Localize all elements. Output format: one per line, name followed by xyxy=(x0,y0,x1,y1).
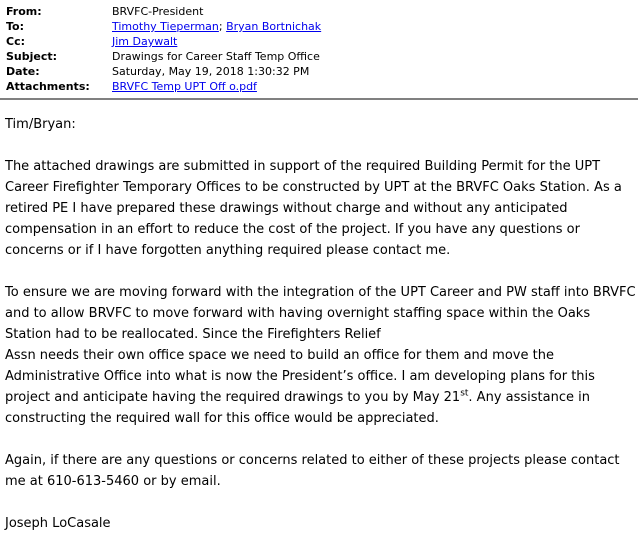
cc-row xyxy=(6,34,634,49)
email-header xyxy=(6,4,634,94)
header-divider xyxy=(0,98,638,100)
from-label: From: xyxy=(6,5,42,18)
to-label: To: xyxy=(6,20,24,33)
attachments-label: Attachments: xyxy=(6,80,90,93)
subject-value: Drawings for Career Staff Temp Office xyxy=(112,50,320,63)
recipient-link-timothy-tieperman[interactable]: Timothy Tieperman xyxy=(112,20,219,33)
cc-value xyxy=(112,34,177,49)
subject-label: Subject: xyxy=(6,50,58,63)
from-value: BRVFC-President xyxy=(112,5,204,18)
signature: Joseph LoCasale xyxy=(5,516,111,531)
body-paragraph-3: Again, if there are any questions or concerns related to either of these projects please contact me at 610-613-5460 or by email. xyxy=(5,453,620,489)
date-label: Date: xyxy=(6,65,40,78)
greeting: Tim/Bryan: xyxy=(5,117,76,132)
email-body xyxy=(5,114,637,534)
to-row xyxy=(6,19,634,34)
body-paragraph-2b-end: . Any assistance in constructing the required wall for this office would be appreciated. xyxy=(5,390,590,426)
body-paragraph-2b-start: Assn needs their own office space we need to build an office for them and move the Administrative Office into what is now the President’s office. I am developing plans for this project and anticipate having the required drawings to you by May 21 xyxy=(5,348,595,405)
body-paragraph-2b xyxy=(5,345,637,429)
attachment-link[interactable]: BRVFC Temp UPT Off o.pdf xyxy=(112,80,257,93)
from-row xyxy=(6,4,634,19)
recipient-separator: ; xyxy=(218,20,227,33)
attachments-row xyxy=(6,79,634,94)
to-value xyxy=(112,19,321,34)
subject-row xyxy=(6,49,634,64)
cc-link-jim-daywalt[interactable]: Jim Daywalt xyxy=(112,35,178,48)
body-paragraph-2a: To ensure we are moving forward with the integration of the UPT Career and PW staff into BRVFC and to allow BRVFC to move forward with having overnight staffing space within the Oaks Station had to be reallocated. Since the Firefighters Relief xyxy=(5,285,636,342)
date-value: Saturday, May 19, 2018 1:30:32 PM xyxy=(112,65,310,78)
date-row xyxy=(6,64,634,79)
recipient-link-bryan-bortnichak[interactable]: Bryan Bortnichak xyxy=(226,20,322,33)
body-paragraph-1: The attached drawings are submitted in support of the required Building Permit for the UPT Career Firefighter Temporary Offices to be constructed by UPT at the BRVFC Oaks Station. As a retired PE I have prepared these drawings without charge and without any anticipated compensation in an effort to reduce the cost of the project. If you have any questions or concerns or if I have forgotten anything required please contact me. xyxy=(5,159,622,258)
ordinal-suffix: st xyxy=(460,388,469,399)
cc-label: Cc: xyxy=(6,35,25,48)
attachments-value xyxy=(112,79,257,94)
